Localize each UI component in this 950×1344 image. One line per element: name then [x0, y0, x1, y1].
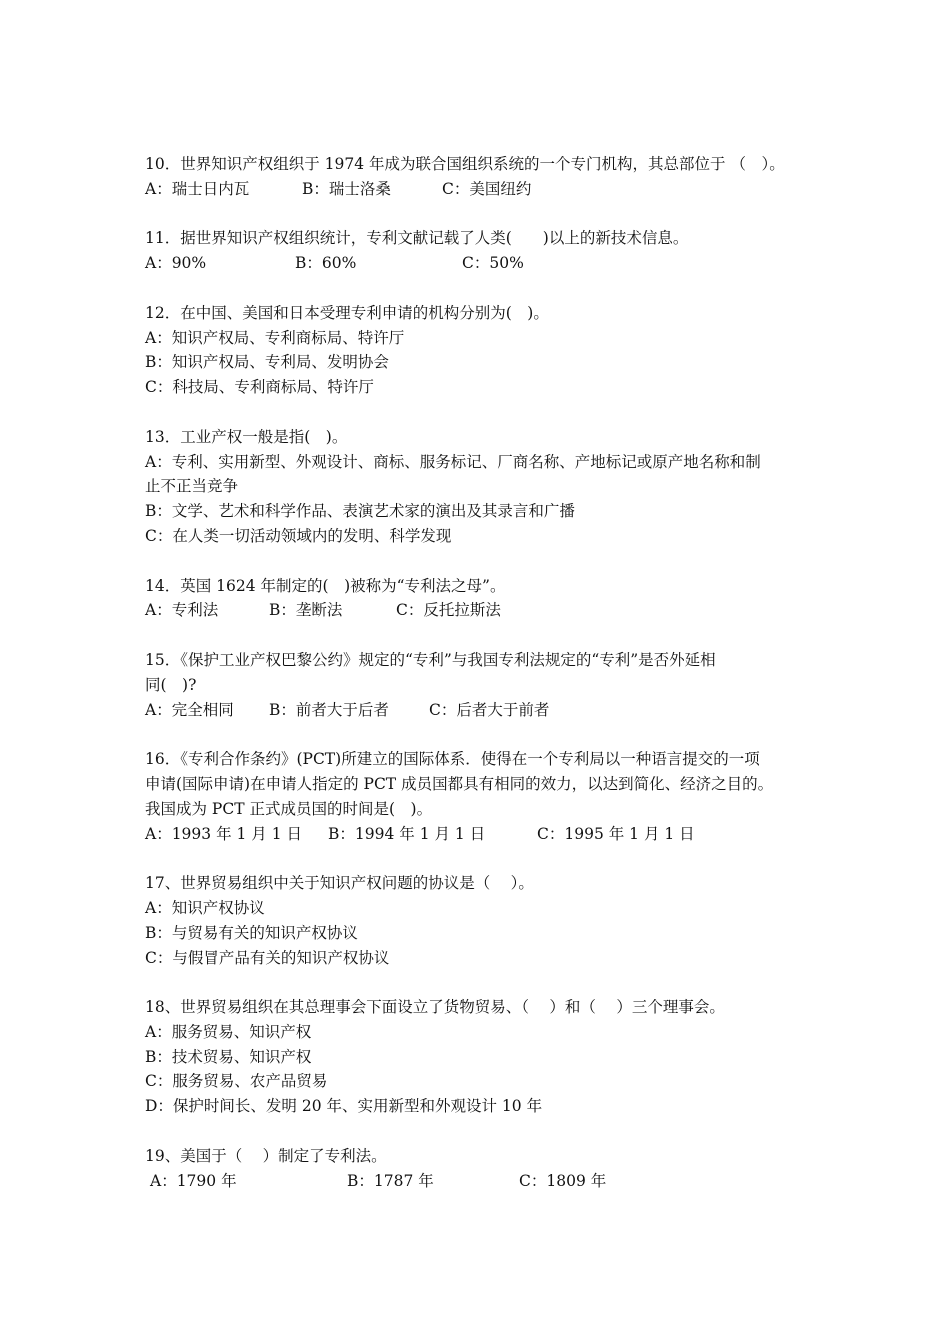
- option-row: [145, 598, 845, 623]
- option-b: B：瑞士洛桑: [302, 179, 391, 198]
- option-a: A：知识产权局、专利商标局、特许厅: [145, 328, 405, 347]
- option-c: C：1995 年 1 月 1 日: [537, 824, 695, 843]
- question-17: [145, 871, 845, 970]
- option-c: C：服务贸易、农产品贸易: [145, 1072, 328, 1091]
- spacer: [145, 276, 845, 301]
- option-a: A：服务贸易、知识产权: [145, 1022, 312, 1041]
- option-row: [145, 698, 845, 723]
- spacer: [145, 846, 845, 871]
- question-stem: 16．《专利合作条约》(PCT)所建立的国际体系．使得在一个专利局以一种语言提交的一项: [145, 750, 760, 769]
- option-b: B：1787 年: [347, 1171, 434, 1190]
- option-d: D：保护时间长、发明 20 年、实用新型和外观设计 10 年: [145, 1097, 543, 1116]
- spacer: [145, 970, 845, 995]
- spacer: [145, 722, 845, 747]
- question-stem: 19、美国于（ ）制定了专利法。: [145, 1146, 387, 1165]
- spacer: [145, 400, 845, 425]
- spacer: [145, 1119, 845, 1144]
- option-a-continued: 止不正当竞争: [145, 477, 239, 496]
- option-a: A：专利、实用新型、外观设计、商标、服务标记、厂商名称、产地标记或原产地名称和制: [145, 452, 761, 471]
- option-b: B：与贸易有关的知识产权协议: [145, 923, 358, 942]
- option-b: B：前者大于后者: [269, 700, 389, 719]
- question-stem-continued: 同( )?: [145, 675, 197, 694]
- option-a: A：1993 年 1 月 1 日: [145, 824, 302, 843]
- option-b: B：垄断法: [269, 601, 343, 620]
- option-c: C：科技局、专利商标局、特许厅: [145, 378, 374, 397]
- option-c: C：与假冒产品有关的知识产权协议: [145, 948, 390, 967]
- option-a: A：完全相同: [145, 700, 234, 719]
- question-stem-continued: 申请(国际申请)在申请人指定的 PCT 成员国都具有相同的效力，以达到简化、经济之目的。: [145, 774, 774, 793]
- option-b: B：文学、艺术和科学作品、表演艺术家的演出及其录言和广播: [145, 502, 575, 521]
- option-a: A：1790 年: [150, 1171, 237, 1190]
- question-list: [145, 152, 845, 1193]
- question-10: [145, 152, 845, 202]
- question-stem: 18、世界贸易组织在其总理事会下面设立了货物贸易、（ ）和（ ）三个理事会。: [145, 998, 725, 1017]
- question-stem: 11．据世界知识产权组织统计，专利文献记载了人类( )以上的新技术信息。: [145, 229, 689, 248]
- option-a: A：瑞士日内瓦: [145, 179, 250, 198]
- option-b: B：技术贸易、知识产权: [145, 1047, 312, 1066]
- option-row: [145, 177, 845, 202]
- option-c: C：美国纽约: [442, 179, 532, 198]
- spacer: [145, 549, 845, 574]
- question-stem: 15．《保护工业产权巴黎公约》规定的“专利”与我国专利法规定的“专利”是否外延相: [145, 650, 716, 669]
- question-13: [145, 425, 845, 549]
- question-16: [145, 747, 845, 846]
- question-stem-continued: 我国成为 PCT 正式成员国的时间是( )。: [145, 799, 433, 818]
- spacer: [145, 623, 845, 648]
- question-15: [145, 648, 845, 722]
- option-c: C：反托拉斯法: [396, 601, 501, 620]
- option-row: [145, 251, 845, 276]
- option-row: [145, 1169, 845, 1194]
- option-c: C：后者大于前者: [429, 700, 550, 719]
- question-stem: 14．英国 1624 年制定的( )被称为“专利法之母”。: [145, 576, 506, 595]
- question-stem: 10．世界知识产权组织于 1974 年成为联合国组织系统的一个专门机构，其总部位于 （ ）。: [145, 155, 785, 173]
- option-a: A：90%: [145, 254, 207, 273]
- option-c: C：在人类一切活动领域内的发明、科学发现: [145, 526, 452, 545]
- question-12: [145, 301, 845, 400]
- option-a: A：知识产权协议: [145, 898, 265, 917]
- question-19: [145, 1144, 845, 1194]
- option-b: B：60%: [295, 254, 357, 273]
- question-11: [145, 226, 845, 276]
- option-c: C：50%: [462, 254, 524, 273]
- spacer: [145, 202, 845, 227]
- option-c: C：1809 年: [519, 1171, 607, 1190]
- option-b: B：知识产权局、专利局、发明协会: [145, 353, 389, 372]
- question-stem: 17、世界贸易组织中关于知识产权问题的协议是（ ）。: [145, 874, 534, 893]
- option-row: [145, 822, 845, 847]
- question-stem: 12．在中国、美国和日本受理专利申请的机构分别为( )。: [145, 303, 549, 322]
- option-b: B：1994 年 1 月 1 日: [328, 824, 486, 843]
- option-a: A：专利法: [145, 601, 219, 620]
- question-18: [145, 995, 845, 1119]
- question-14: [145, 574, 845, 624]
- question-stem: 13．工业产权一般是指( )。: [145, 427, 348, 446]
